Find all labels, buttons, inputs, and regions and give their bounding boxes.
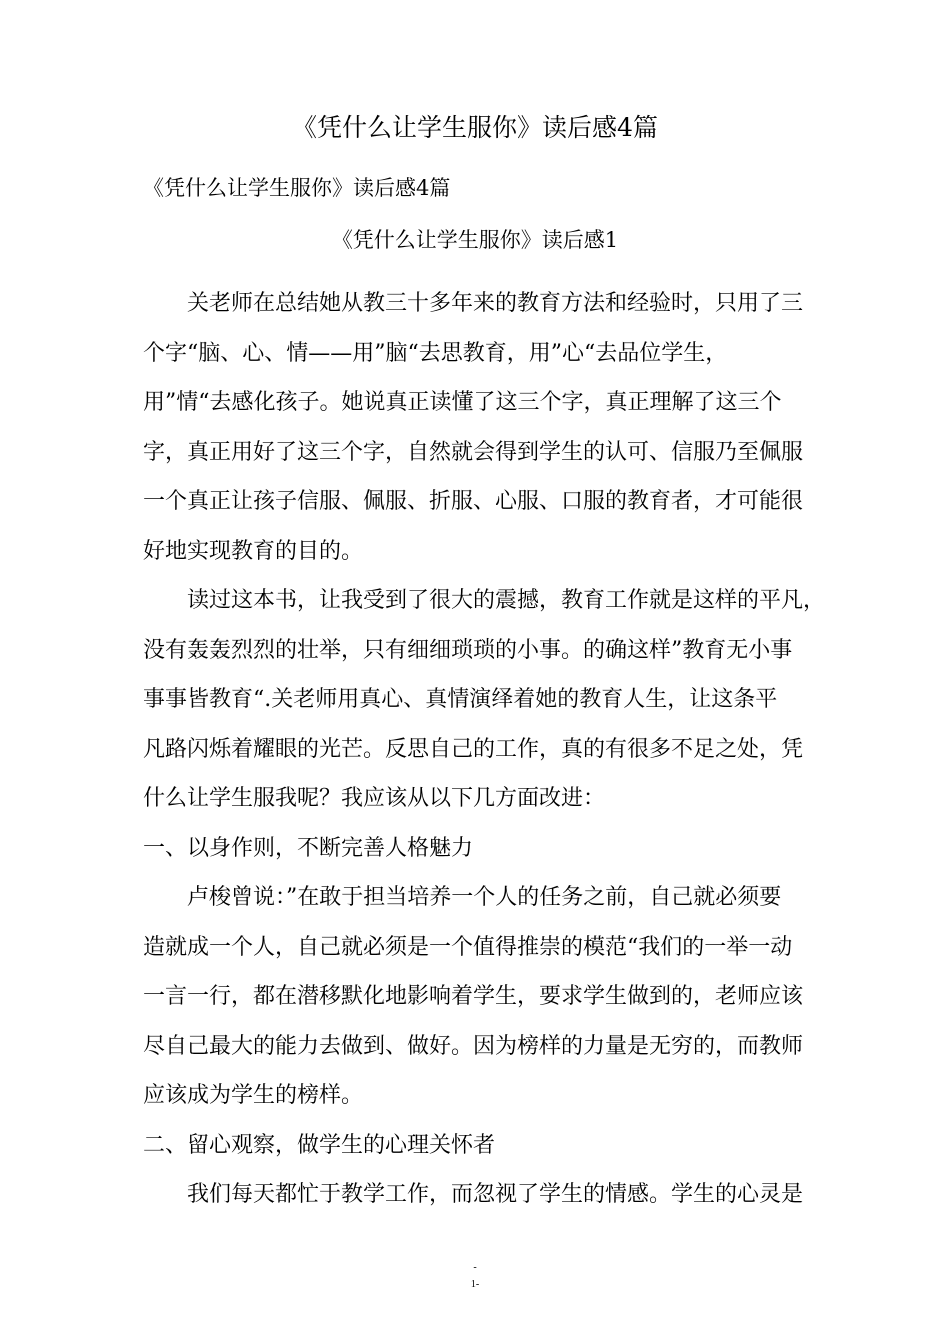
document-subtitle: 《凭什么让学生服你》读后感4篇 bbox=[143, 176, 451, 200]
section-title: 《凭什么让学生服你》读后感1 bbox=[331, 228, 619, 252]
section-heading: 二、留心观察，做学生的心理关怀者 bbox=[143, 1132, 496, 1158]
paragraph-line: 什么让学生服我呢？我应该从以下几方面改进： bbox=[143, 786, 606, 811]
page-number: 1- bbox=[470, 1279, 480, 1290]
paragraph-line: 事事皆教育“.关老师用真心、真情演绎着她的教育人生，让这条平 bbox=[143, 687, 778, 712]
paragraph-line: 个字“脑、心、情——用”脑“去思教育，用”心“去品位学生， bbox=[143, 340, 728, 366]
paragraph-line: 我们每天都忙于教学工作，而忽视了学生的情感。学生的心灵是 bbox=[187, 1182, 804, 1207]
paragraph-line: 应该成为学生的榜样。 bbox=[143, 1083, 364, 1108]
footer-dash: - bbox=[473, 1262, 477, 1273]
paragraph-line: 没有轰轰烈烈的壮举，只有细细琐琐的小事。的确这样”教育无小事 bbox=[143, 637, 793, 663]
paragraph-line: 字，真正用好了这三个字，自然就会得到学生的认可、信服乃至佩服 bbox=[143, 439, 804, 465]
paragraph-line: 一个真正让孩子信服、佩服、折服、心服、口服的教育者，才可能很 bbox=[143, 489, 804, 514]
paragraph-line: 关老师在总结她从教三十多年来的教育方法和经验时，只用了三 bbox=[187, 291, 804, 316]
paragraph-line: 用”情“去感化孩子。她说真正读懂了这三个字，真正理解了这三个 bbox=[143, 390, 782, 415]
paragraph-line: 造就成一个人，自己就必须是一个值得推崇的模范“我们的一举一动 bbox=[143, 934, 793, 960]
section-heading: 一、以身作则，不断完善人格魅力 bbox=[143, 835, 474, 861]
paragraph-line: 尽自己最大的能力去做到、做好。因为榜样的力量是无穷的，而教师 bbox=[143, 1033, 804, 1059]
paragraph-line: 读过这本书，让我受到了很大的震撼，教育工作就是这样的平凡， bbox=[187, 588, 826, 613]
paragraph-line: 一言一行，都在潜移默化地影响着学生，要求学生做到的，老师应该 bbox=[143, 984, 804, 1009]
document-body bbox=[143, 279, 833, 1220]
paragraph-line: 凡路闪烁着耀眼的光芒。反思自己的工作，真的有很多不足之处，凭 bbox=[143, 736, 804, 762]
paragraph-line: 卢梭曾说：”在敢于担当培养一个人的任务之前，自己就必须要 bbox=[187, 885, 782, 910]
document-title: 《凭什么让学生服你》读后感4篇 bbox=[292, 113, 658, 142]
paragraph-line: 好地实现教育的目的。 bbox=[143, 538, 364, 564]
